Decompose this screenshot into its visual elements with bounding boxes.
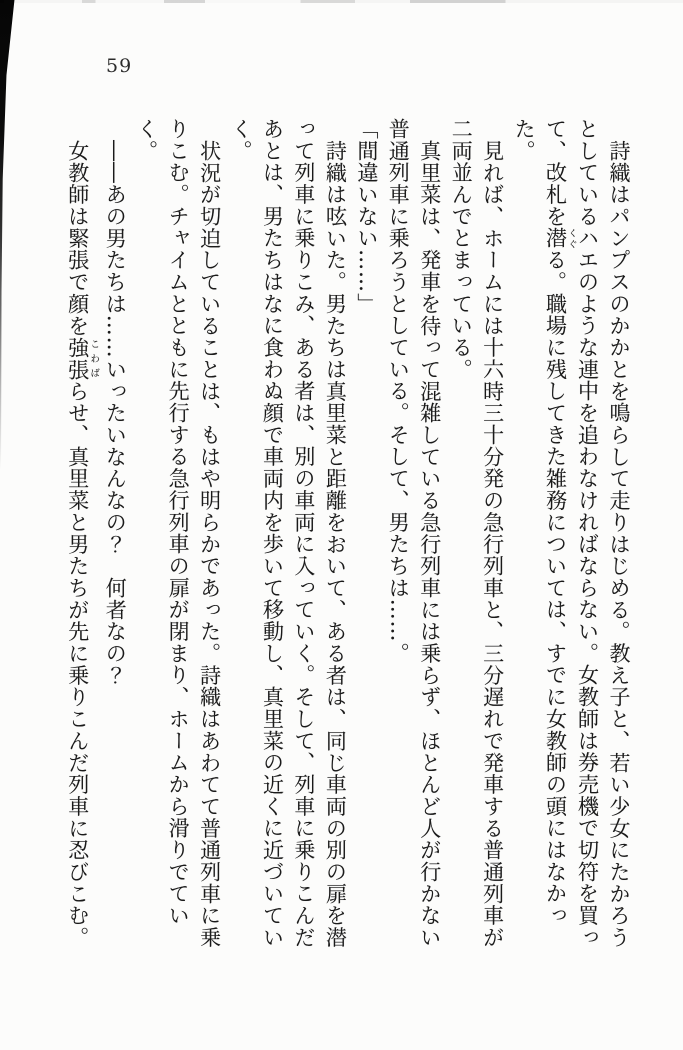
page-number: 59 (106, 55, 133, 77)
paragraph: 状況が切迫していることは、もはや明らかであった。詩織はあわてて普通列車に乗りこむ。チャイムとともに先行する急行列車の扉が閉まり、ホームから滑りでていく。 (134, 118, 222, 949)
paragraph: 見れば、ホームには十六時三十分発の急行列車と、三分遅れで発車する普通列車が二両並んでとまっている。 (449, 118, 505, 949)
paragraph: 詩織は呟いた。男たちは真里菜と距離をおいて、ある者は、同じ車両の別の扉を潜って列車に乗りこみ、ある者は、別の車両に入っていく。そして、列車に乗りこんだあとは、男たちはなに食わぬ顔で車両内を歩いて移動し、真里菜の近くに近づいていく。 (229, 118, 348, 949)
scan-edge-shadow (0, 0, 17, 470)
ruby-annotated-word: 潜くぐ (543, 227, 578, 250)
paragraph: ――あの男たちは……いったいなんなの？ 何者なの？ (103, 140, 128, 687)
paragraph: 「間違いない……」 (354, 118, 379, 315)
ruby-annotated-word: 強張こわば (65, 336, 100, 381)
paragraph: 女教師は緊張で顔を強張こわばらせ、真里菜と男たちが先に乗りこんだ列車に忍びこむ。 (65, 140, 100, 949)
paragraph: 真里菜は、発車を待って混雑している急行列車には乗らず、ほとんど人が行かない普通列車に乗ろうとしている。そして、男たちは……。 (386, 118, 442, 949)
page-text (61, 118, 634, 954)
paragraph: 詩織はパンプスのかかとを鳴らして走りはじめる。教え子と、若い少女にたかろうとしているハエのような連中を追わなければならない。女教師は券売機で切符を買って、改札を潜くぐる。職場に残してきた雑務については、すでに女教師の頭にはなかった。 (512, 118, 631, 949)
scan-noise-top (0, 0, 683, 3)
